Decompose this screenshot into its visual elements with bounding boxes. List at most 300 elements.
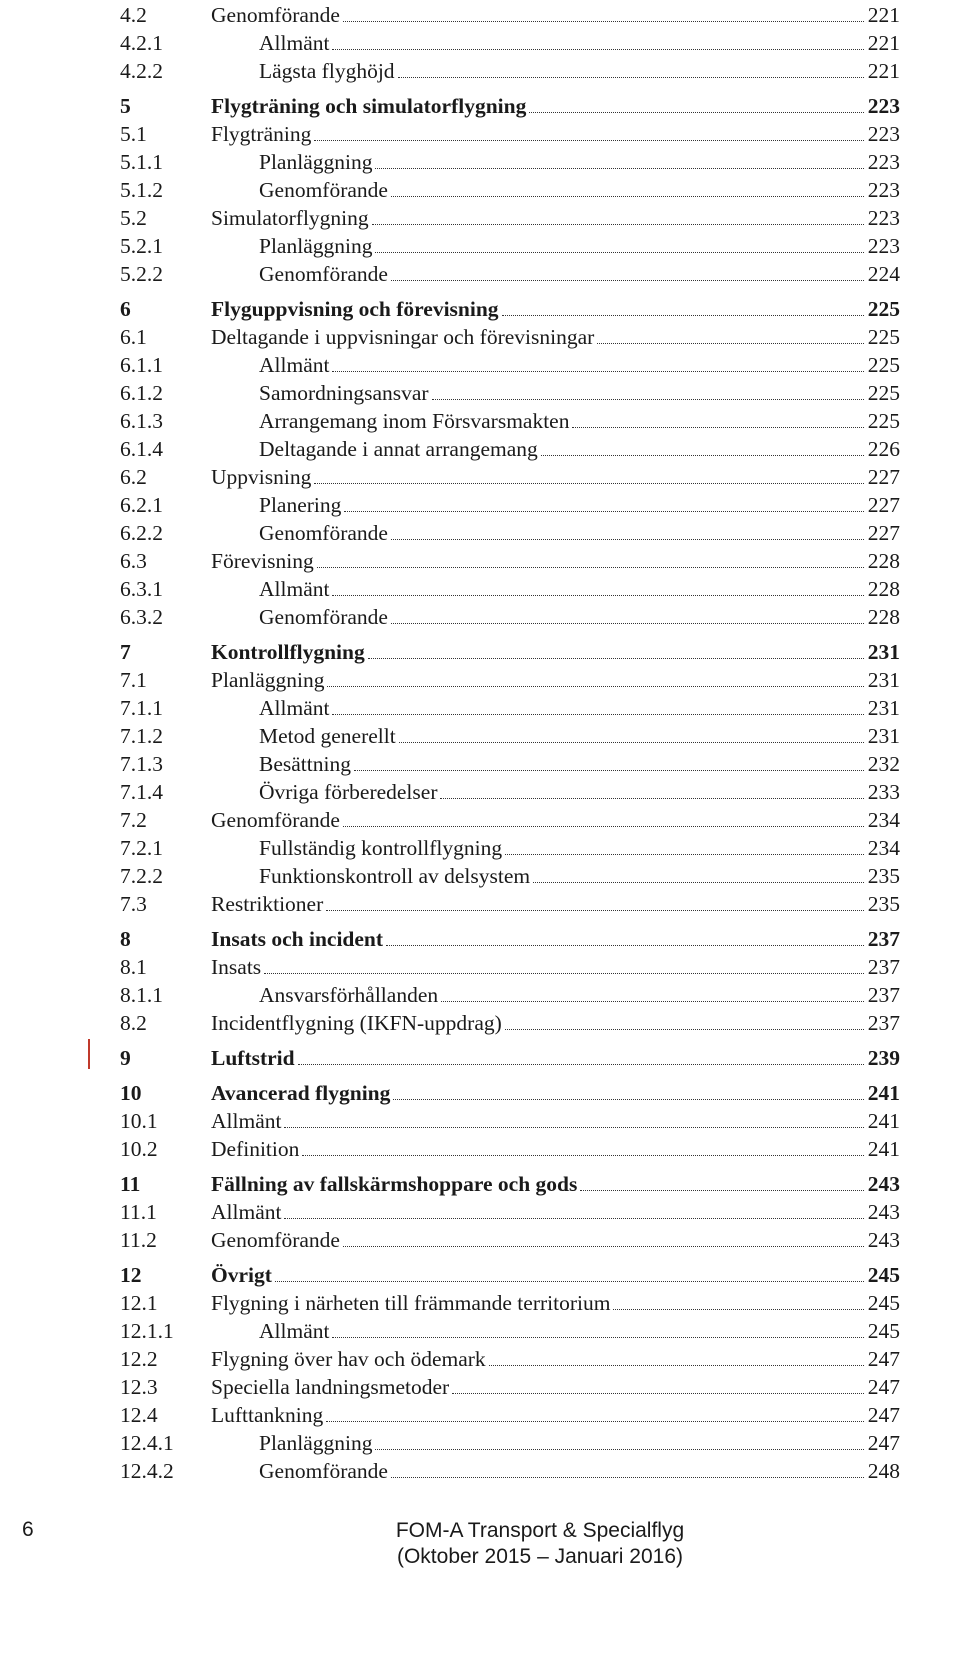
dot-leader — [572, 426, 863, 428]
toc-entry-title: Allmänt — [259, 31, 330, 55]
toc-entry-line — [259, 1458, 900, 1484]
toc-entry-number: 8.2 — [120, 1011, 147, 1035]
toc-entry[interactable] — [120, 574, 900, 602]
toc-entry-title: Arrangemang inom Försvarsmakten — [259, 409, 570, 433]
toc-entry-page: 221 — [867, 3, 900, 27]
toc-entry-page: 227 — [867, 521, 900, 545]
toc-entry-line — [211, 954, 900, 980]
toc-entry-title: Flygträning och simulatorflygning — [211, 94, 527, 118]
toc-entry-title: Luftstrid — [211, 1046, 295, 1070]
toc-entry-title: Avancerad flygning — [211, 1081, 391, 1105]
toc-entry[interactable] — [120, 721, 900, 749]
dot-leader — [489, 1364, 864, 1366]
dot-leader — [391, 279, 864, 281]
toc-entry-line — [211, 1290, 900, 1316]
toc-entry-page: 243 — [867, 1228, 900, 1252]
dot-leader — [327, 685, 863, 687]
toc-entry[interactable] — [120, 749, 900, 777]
toc-entry[interactable] — [120, 1008, 900, 1036]
toc-entry-number: 7.1.2 — [120, 724, 163, 748]
toc-entry-page: 223 — [867, 178, 900, 202]
toc-entry-number: 12.4.2 — [120, 1459, 174, 1483]
toc-entry-title: Flygträning — [211, 122, 312, 146]
toc-entry[interactable] — [120, 175, 900, 203]
toc-entry-number: 7.1.1 — [120, 696, 163, 720]
toc-entry-title: Planläggning — [259, 1431, 373, 1455]
dot-leader — [375, 167, 863, 169]
toc-entry-number: 10.2 — [120, 1137, 158, 1161]
dot-leader — [372, 223, 864, 225]
toc-entry-title: Genomförande — [211, 3, 340, 27]
toc-entry-page: 247 — [867, 1403, 900, 1427]
toc-entry-line — [259, 436, 900, 462]
footer-document-title: FOM-A Transport & Specialflyg — [395, 1519, 685, 1542]
toc-entry-number: 5.2.2 — [120, 262, 163, 286]
toc-entry-title: Flygning i närheten till främmande territorium — [211, 1291, 611, 1315]
toc-entry-title: Ansvarsförhållanden — [259, 983, 439, 1007]
toc-entry-line — [211, 296, 900, 322]
toc-entry-title: Funktionskontroll av delsystem — [259, 864, 531, 888]
toc-entry-title: Planläggning — [259, 234, 373, 258]
toc-entry-line — [259, 380, 900, 406]
toc-entry-number: 12.1 — [120, 1291, 158, 1315]
toc-entry[interactable] — [120, 1197, 900, 1225]
dot-leader — [391, 195, 864, 197]
toc-entry-line — [211, 1171, 900, 1197]
dot-leader — [332, 713, 863, 715]
toc-entry-page: 223 — [867, 234, 900, 258]
toc-entry[interactable] — [120, 1106, 900, 1134]
toc-entry-number: 6.3 — [120, 549, 147, 573]
toc-entry-title: Insats — [211, 955, 262, 979]
dot-leader — [441, 1000, 864, 1002]
toc-entry-title: Fullständig kontrollflygning — [259, 836, 503, 860]
toc-chapter-entry[interactable] — [120, 91, 900, 119]
toc-entry-number: 4.2.1 — [120, 31, 163, 55]
toc-entry-page: 248 — [867, 1459, 900, 1483]
toc-entry-line — [211, 1010, 900, 1036]
dot-leader — [541, 454, 864, 456]
toc-entry-number: 7.1 — [120, 668, 147, 692]
dot-leader — [302, 1154, 863, 1156]
toc-entry-line — [259, 1318, 900, 1344]
toc-entry-number: 7 — [120, 640, 131, 664]
toc-entry-number: 12.4.1 — [120, 1431, 174, 1455]
toc-entry-page: 241 — [867, 1081, 900, 1105]
footer-document-edition: (Oktober 2015 – Januari 2016) — [396, 1545, 683, 1568]
toc-entry-number: 8.1 — [120, 955, 147, 979]
toc-entry-line — [259, 751, 900, 777]
toc-entry[interactable] — [120, 490, 900, 518]
toc-chapter-entry[interactable] — [120, 1260, 900, 1288]
dot-leader — [343, 825, 864, 827]
toc-entry-number: 5.2.1 — [120, 234, 163, 258]
toc-entry[interactable] — [120, 406, 900, 434]
toc-entry-line — [259, 352, 900, 378]
toc-chapter-entry[interactable] — [120, 1169, 900, 1197]
toc-entry-line — [259, 1430, 900, 1456]
toc-entry-title: Planläggning — [259, 150, 373, 174]
toc-entry[interactable] — [120, 28, 900, 56]
toc-entry[interactable] — [120, 602, 900, 630]
toc-entry-page: 241 — [867, 1137, 900, 1161]
toc-entry-line — [259, 604, 900, 630]
toc-entry-title: Lufttankning — [211, 1403, 324, 1427]
toc-entry-title: Definition — [211, 1137, 300, 1161]
toc-entry-page: 233 — [867, 780, 900, 804]
toc-entry-title: Övrigt — [211, 1263, 272, 1287]
dot-leader — [275, 1280, 864, 1282]
toc-entry-title: Metod generellt — [259, 724, 396, 748]
toc-entry-line — [211, 1402, 900, 1428]
toc-entry-page: 221 — [867, 59, 900, 83]
toc-entry-title: Allmänt — [211, 1109, 282, 1133]
toc-entry-number: 5.1 — [120, 122, 147, 146]
toc-entry[interactable] — [120, 378, 900, 406]
dot-leader — [375, 251, 863, 253]
toc-entry[interactable] — [120, 119, 900, 147]
dot-leader — [505, 853, 864, 855]
toc-entry-number: 6 — [120, 297, 131, 321]
toc-entry[interactable] — [120, 980, 900, 1008]
toc-entry-line — [259, 835, 900, 861]
toc-entry-page: 227 — [867, 465, 900, 489]
toc-entry[interactable] — [120, 693, 900, 721]
dot-leader — [314, 139, 863, 141]
toc-entry[interactable] — [120, 805, 900, 833]
toc-entry-page: 237 — [867, 983, 900, 1007]
toc-entry-page: 228 — [867, 549, 900, 573]
toc-entry-title: Insats och incident — [211, 927, 384, 951]
toc-entry-line — [211, 667, 900, 693]
toc-entry[interactable] — [120, 952, 900, 980]
toc-entry-page: 226 — [867, 437, 900, 461]
toc-entry-line — [211, 639, 900, 665]
dot-leader — [354, 769, 864, 771]
toc-entry-title: Flyguppvisning och förevisning — [211, 297, 499, 321]
toc-entry-number: 6.1.1 — [120, 353, 163, 377]
revision-change-bar — [88, 1039, 90, 1069]
toc-entry-page: 225 — [867, 297, 900, 321]
toc-entry-line — [211, 464, 900, 490]
toc-entry[interactable] — [120, 231, 900, 259]
toc-entry-number: 7.2.1 — [120, 836, 163, 860]
dot-leader — [314, 482, 863, 484]
toc-entry-number: 7.2.2 — [120, 864, 163, 888]
toc-entry-number: 8 — [120, 927, 131, 951]
toc-entry-line — [259, 58, 900, 84]
toc-entry-line — [259, 723, 900, 749]
toc-entry-page: 228 — [867, 577, 900, 601]
toc-entry-line — [259, 30, 900, 56]
toc-entry-line — [259, 695, 900, 721]
dot-leader — [343, 1245, 864, 1247]
toc-entry-number: 7.1.3 — [120, 752, 163, 776]
toc-entry-line — [259, 177, 900, 203]
toc-entry-number: 5.1.2 — [120, 178, 163, 202]
toc-entry[interactable] — [120, 434, 900, 462]
dot-leader — [344, 510, 863, 512]
toc-entry-page: 231 — [867, 724, 900, 748]
toc-entry-page: 235 — [867, 892, 900, 916]
toc-entry-number: 12.1.1 — [120, 1319, 174, 1343]
toc-entry-line — [211, 1199, 900, 1225]
toc-entry-number: 12.4 — [120, 1403, 158, 1427]
toc-entry-title: Incidentflygning (IKFN-uppdrag) — [211, 1011, 502, 1035]
dot-leader — [505, 1028, 864, 1030]
toc-chapter-entry[interactable] — [120, 1078, 900, 1106]
toc-entry-title: Genomförande — [259, 1459, 388, 1483]
toc-entry[interactable] — [120, 1372, 900, 1400]
table-of-contents — [120, 0, 900, 1484]
toc-entry-page: 245 — [867, 1263, 900, 1287]
dot-leader — [332, 48, 863, 50]
toc-entry-line — [211, 807, 900, 833]
toc-entry[interactable] — [120, 350, 900, 378]
toc-entry-page: 225 — [867, 409, 900, 433]
toc-entry-title: Genomförande — [259, 521, 388, 545]
toc-entry[interactable] — [120, 833, 900, 861]
toc-entry[interactable] — [120, 1316, 900, 1344]
toc-entry-page: 247 — [867, 1431, 900, 1455]
toc-entry-number: 6.1.4 — [120, 437, 163, 461]
toc-entry-page: 245 — [867, 1291, 900, 1315]
toc-entry[interactable] — [120, 1134, 900, 1162]
toc-entry-title: Övriga förberedelser — [259, 780, 438, 804]
toc-entry-number: 6.3.1 — [120, 577, 163, 601]
toc-entry-line — [259, 576, 900, 602]
toc-entry-line — [211, 1136, 900, 1162]
toc-entry-page: 227 — [867, 493, 900, 517]
toc-entry-page: 223 — [867, 206, 900, 230]
toc-entry[interactable] — [120, 462, 900, 490]
toc-entry-line — [259, 408, 900, 434]
toc-entry-title: Förevisning — [211, 549, 314, 573]
footer-page-number: 6 — [22, 1518, 34, 1541]
toc-entry-number: 6.1 — [120, 325, 147, 349]
toc-entry-page: 234 — [867, 808, 900, 832]
dot-leader — [386, 944, 864, 946]
dot-leader — [613, 1308, 863, 1310]
toc-entry-line — [259, 982, 900, 1008]
toc-entry[interactable] — [120, 0, 900, 28]
toc-entry-line — [211, 93, 900, 119]
toc-entry-title: Uppvisning — [211, 465, 312, 489]
toc-entry-title: Deltagande i uppvisningar och förevisningar — [211, 325, 595, 349]
toc-entry-number: 5 — [120, 94, 131, 118]
dot-leader — [298, 1063, 864, 1065]
toc-chapter-entry[interactable] — [120, 924, 900, 952]
dot-leader — [399, 741, 864, 743]
toc-entry[interactable] — [120, 665, 900, 693]
toc-entry[interactable] — [120, 1344, 900, 1372]
toc-entry-number: 6.1.2 — [120, 381, 163, 405]
toc-entry-title: Planering — [259, 493, 342, 517]
toc-entry-title: Simulatorflygning — [211, 206, 369, 230]
toc-entry-title: Genomförande — [211, 1228, 340, 1252]
toc-entry-page: 239 — [867, 1046, 900, 1070]
toc-entry-page: 221 — [867, 31, 900, 55]
toc-entry-page: 237 — [867, 955, 900, 979]
dot-leader — [326, 909, 863, 911]
toc-entry-number: 6.1.3 — [120, 409, 163, 433]
toc-entry-title: Fällning av fallskärmshoppare och gods — [211, 1172, 578, 1196]
toc-entry-line — [211, 2, 900, 28]
toc-entry-number: 5.1.1 — [120, 150, 163, 174]
toc-entry-line — [211, 548, 900, 574]
dot-leader — [391, 538, 864, 540]
toc-entry-title: Kontrollflygning — [211, 640, 365, 664]
dot-leader — [332, 594, 863, 596]
toc-entry-number: 6.2.1 — [120, 493, 163, 517]
dot-leader — [398, 76, 864, 78]
toc-entry-page: 225 — [867, 325, 900, 349]
toc-entry-number: 11.2 — [120, 1228, 157, 1252]
toc-entry-line — [211, 324, 900, 350]
toc-entry-number: 9 — [120, 1046, 131, 1070]
dot-leader — [533, 881, 864, 883]
toc-entry-title: Restriktioner — [211, 892, 324, 916]
dot-leader — [502, 314, 864, 316]
toc-entry-page: 232 — [867, 752, 900, 776]
dot-leader — [393, 1098, 863, 1100]
toc-entry-title: Genomförande — [211, 808, 340, 832]
toc-entry-line — [259, 233, 900, 259]
toc-entry[interactable] — [120, 259, 900, 287]
toc-entry[interactable] — [120, 1400, 900, 1428]
toc-entry[interactable] — [120, 861, 900, 889]
toc-entry[interactable] — [120, 322, 900, 350]
toc-entry-line — [259, 149, 900, 175]
toc-entry-page: 247 — [867, 1375, 900, 1399]
dot-leader — [391, 1476, 864, 1478]
toc-entry-title: Lägsta flyghöjd — [259, 59, 395, 83]
dot-leader — [343, 20, 864, 22]
toc-entry[interactable] — [120, 777, 900, 805]
dot-leader — [432, 398, 864, 400]
toc-entry-line — [211, 1080, 900, 1106]
dot-leader — [332, 1336, 863, 1338]
toc-entry-title: Speciella landningsmetoder — [211, 1375, 450, 1399]
toc-entry-number: 7.3 — [120, 892, 147, 916]
toc-entry-line — [211, 1108, 900, 1134]
toc-chapter-entry[interactable] — [120, 294, 900, 322]
dot-leader — [368, 657, 864, 659]
toc-entry-title: Genomförande — [259, 605, 388, 629]
toc-entry-title: Allmänt — [259, 1319, 330, 1343]
toc-entry-number: 12.2 — [120, 1347, 158, 1371]
toc-entry-page: 223 — [867, 150, 900, 174]
dot-leader — [326, 1420, 863, 1422]
toc-entry-page: 231 — [867, 668, 900, 692]
toc-entry[interactable] — [120, 889, 900, 917]
toc-entry-number: 4.2.2 — [120, 59, 163, 83]
toc-entry-page: 237 — [867, 927, 900, 951]
toc-entry-line — [211, 1346, 900, 1372]
toc-entry-page: 225 — [867, 381, 900, 405]
toc-entry-page: 237 — [867, 1011, 900, 1035]
toc-entry-line — [211, 121, 900, 147]
toc-entry-number: 11 — [120, 1172, 141, 1196]
toc-entry-title: Flygning över hav och ödemark — [211, 1347, 486, 1371]
toc-entry-page: 235 — [867, 864, 900, 888]
toc-entry-page: 228 — [867, 605, 900, 629]
toc-entry-page: 234 — [867, 836, 900, 860]
toc-entry-number: 12.3 — [120, 1375, 158, 1399]
toc-entry-title: Deltagande i annat arrangemang — [259, 437, 538, 461]
toc-entry-line — [211, 205, 900, 231]
dot-leader — [580, 1189, 863, 1191]
toc-entry-title: Genomförande — [259, 262, 388, 286]
toc-entry[interactable] — [120, 147, 900, 175]
dot-leader — [452, 1392, 864, 1394]
toc-entry-title: Allmänt — [259, 696, 330, 720]
toc-chapter-entry[interactable] — [120, 637, 900, 665]
toc-entry-number: 12 — [120, 1263, 142, 1287]
toc-entry-line — [259, 779, 900, 805]
toc-entry-page: 245 — [867, 1319, 900, 1343]
toc-entry-page: 225 — [867, 353, 900, 377]
toc-entry-line — [259, 520, 900, 546]
toc-entry-line — [259, 492, 900, 518]
toc-entry-line — [211, 891, 900, 917]
toc-entry-number: 7.2 — [120, 808, 147, 832]
dot-leader — [375, 1448, 863, 1450]
toc-entry[interactable] — [120, 1428, 900, 1456]
toc-entry-number: 11.1 — [120, 1200, 157, 1224]
toc-entry[interactable] — [120, 1288, 900, 1316]
toc-entry-line — [259, 261, 900, 287]
toc-entry-line — [211, 1227, 900, 1253]
toc-entry-page: 243 — [867, 1200, 900, 1224]
toc-entry[interactable] — [120, 1456, 900, 1484]
dot-leader — [332, 370, 863, 372]
toc-entry-page: 231 — [867, 696, 900, 720]
toc-entry-page: 231 — [867, 640, 900, 664]
toc-entry[interactable] — [120, 518, 900, 546]
toc-entry-number: 4.2 — [120, 3, 147, 27]
toc-entry-title: Allmänt — [259, 353, 330, 377]
dot-leader — [597, 342, 863, 344]
toc-entry-line — [259, 863, 900, 889]
toc-entry-title: Allmänt — [259, 577, 330, 601]
dot-leader — [317, 566, 864, 568]
toc-entry-title: Planläggning — [211, 668, 325, 692]
toc-entry-page: 223 — [867, 94, 900, 118]
toc-entry[interactable] — [120, 203, 900, 231]
toc-entry-title: Allmänt — [211, 1200, 282, 1224]
toc-entry[interactable] — [120, 56, 900, 84]
dot-leader — [529, 111, 863, 113]
toc-entry-line — [211, 1045, 900, 1071]
toc-entry-title: Genomförande — [259, 178, 388, 202]
toc-entry[interactable] — [120, 546, 900, 574]
toc-entry-number: 6.2.2 — [120, 521, 163, 545]
toc-entry-number: 5.2 — [120, 206, 147, 230]
toc-entry-title: Besättning — [259, 752, 351, 776]
dot-leader — [264, 972, 864, 974]
toc-entry-page: 241 — [867, 1109, 900, 1133]
dot-leader — [284, 1217, 863, 1219]
toc-entry-title: Samordningsansvar — [259, 381, 429, 405]
toc-entry-line — [211, 926, 900, 952]
toc-chapter-entry[interactable] — [120, 1043, 900, 1071]
toc-entry-number: 6.2 — [120, 465, 147, 489]
toc-entry-line — [211, 1374, 900, 1400]
toc-entry-line — [211, 1262, 900, 1288]
toc-entry[interactable] — [120, 1225, 900, 1253]
toc-entry-page: 224 — [867, 262, 900, 286]
